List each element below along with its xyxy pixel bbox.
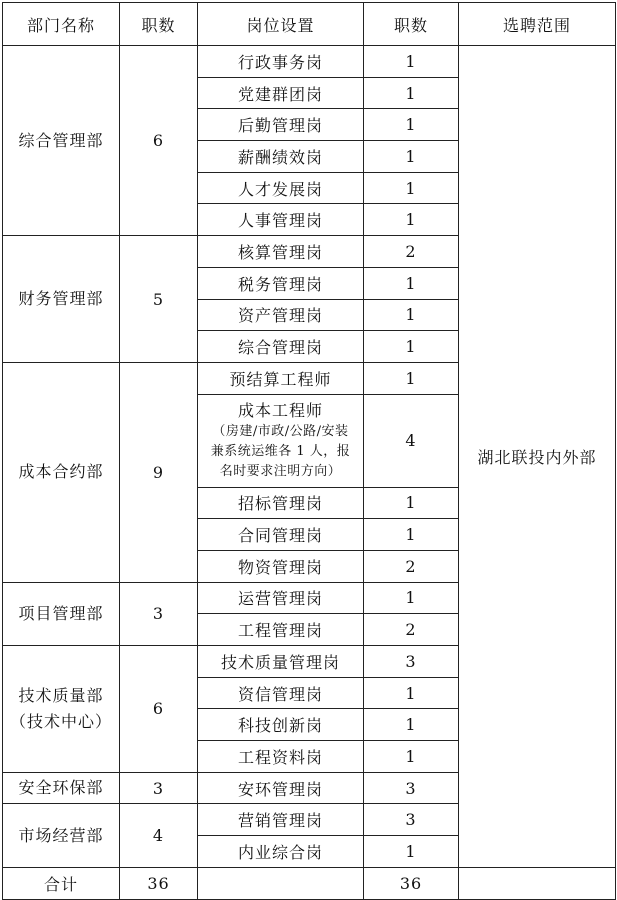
department-name: 安全环保部 xyxy=(18,778,104,798)
department-name: 综合管理部 xyxy=(18,130,104,150)
position-title: 后勤管理岗 xyxy=(198,109,364,141)
position-quota: 1 xyxy=(364,709,459,741)
position-quota: 3 xyxy=(364,772,459,804)
department-name: 技术质量部 xyxy=(18,685,104,705)
position-quota: 1 xyxy=(364,362,459,394)
position-title: 核算管理岗 xyxy=(198,236,364,268)
department-name: 项目管理部 xyxy=(18,603,104,623)
position-title: 资信管理岗 xyxy=(198,677,364,709)
position-title: 税务管理岗 xyxy=(198,267,364,299)
position-quota: 1 xyxy=(364,741,459,773)
position-quota: 1 xyxy=(364,331,459,363)
total-row xyxy=(3,867,616,899)
position-quota: 1 xyxy=(364,677,459,709)
position-title-cell xyxy=(198,394,364,487)
position-note-line: 名时要求注明方向） xyxy=(219,463,342,479)
position-title: 行政事务岗 xyxy=(198,46,364,78)
department-quota: 5 xyxy=(120,236,198,363)
position-quota: 1 xyxy=(364,172,459,204)
recruitment-scope: 湖北联投内外部 xyxy=(459,46,616,868)
position-quota: 1 xyxy=(364,487,459,519)
position-quota: 1 xyxy=(364,77,459,109)
position-quota: 3 xyxy=(364,804,459,836)
department-name-cell xyxy=(3,772,120,804)
department-quota: 3 xyxy=(120,582,198,645)
department-name-cell xyxy=(3,236,120,363)
total-scope xyxy=(459,867,616,899)
position-title: 资产管理岗 xyxy=(198,299,364,331)
position-quota: 1 xyxy=(364,582,459,614)
position-quota: 1 xyxy=(364,204,459,236)
position-title: 成本工程师 xyxy=(237,400,323,420)
department-name-sub: （技术中心） xyxy=(9,711,112,731)
position-quota: 1 xyxy=(364,519,459,551)
department-quota: 4 xyxy=(120,804,198,867)
department-name: 成本合约部 xyxy=(18,462,104,482)
position-title: 合同管理岗 xyxy=(198,519,364,551)
position-quota: 2 xyxy=(364,614,459,646)
position-quota: 1 xyxy=(364,836,459,868)
position-title: 工程资料岗 xyxy=(198,741,364,773)
department-name-cell xyxy=(3,46,120,236)
position-title: 招标管理岗 xyxy=(198,487,364,519)
position-title: 人才发展岗 xyxy=(198,172,364,204)
header-dept-quota: 职数 xyxy=(120,3,198,46)
total-label: 合计 xyxy=(3,867,120,899)
department-quota: 6 xyxy=(120,46,198,236)
total-pos-quota: 36 xyxy=(364,867,459,899)
position-note-line: 兼系统运维各 1 人，报 xyxy=(210,443,351,459)
position-title: 党建群团岗 xyxy=(198,77,364,109)
position-quota: 1 xyxy=(364,141,459,173)
table-row xyxy=(3,46,616,78)
total-position xyxy=(198,867,364,899)
position-title: 技术质量管理岗 xyxy=(198,646,364,678)
position-quota: 1 xyxy=(364,46,459,78)
header-department: 部门名称 xyxy=(3,3,120,46)
recruitment-table xyxy=(2,2,616,900)
position-title: 物资管理岗 xyxy=(198,550,364,582)
department-quota: 9 xyxy=(120,362,198,582)
department-name: 财务管理部 xyxy=(18,289,104,308)
position-quota: 3 xyxy=(364,646,459,678)
department-quota: 6 xyxy=(120,646,198,773)
header-scope: 选聘范围 xyxy=(459,3,616,46)
header-pos-quota: 职数 xyxy=(364,3,459,46)
header-position: 岗位设置 xyxy=(198,3,364,46)
position-title: 预结算工程师 xyxy=(198,362,364,394)
department-quota: 3 xyxy=(120,772,198,804)
position-title: 工程管理岗 xyxy=(198,614,364,646)
position-quota: 4 xyxy=(364,394,459,487)
department-name: 市场经营部 xyxy=(18,825,104,845)
department-name-cell xyxy=(3,582,120,645)
position-quota: 2 xyxy=(364,550,459,582)
position-note-line: （房建/市政/公路/安装 xyxy=(212,423,349,439)
total-dept-quota: 36 xyxy=(120,867,198,899)
position-quota: 1 xyxy=(364,299,459,331)
table-body xyxy=(3,46,616,900)
department-name-cell xyxy=(3,804,120,867)
header-row xyxy=(3,3,616,46)
department-name-cell xyxy=(3,646,120,773)
position-title: 安环管理岗 xyxy=(198,772,364,804)
position-title: 内业综合岗 xyxy=(198,836,364,868)
position-title: 科技创新岗 xyxy=(198,709,364,741)
position-title: 综合管理岗 xyxy=(198,331,364,363)
position-quota: 1 xyxy=(364,109,459,141)
position-title: 营销管理岗 xyxy=(198,804,364,836)
position-quota: 2 xyxy=(364,236,459,268)
position-title: 人事管理岗 xyxy=(198,204,364,236)
position-title: 薪酬绩效岗 xyxy=(198,141,364,173)
department-name-cell xyxy=(3,362,120,582)
position-quota: 1 xyxy=(364,267,459,299)
position-title: 运营管理岗 xyxy=(198,582,364,614)
